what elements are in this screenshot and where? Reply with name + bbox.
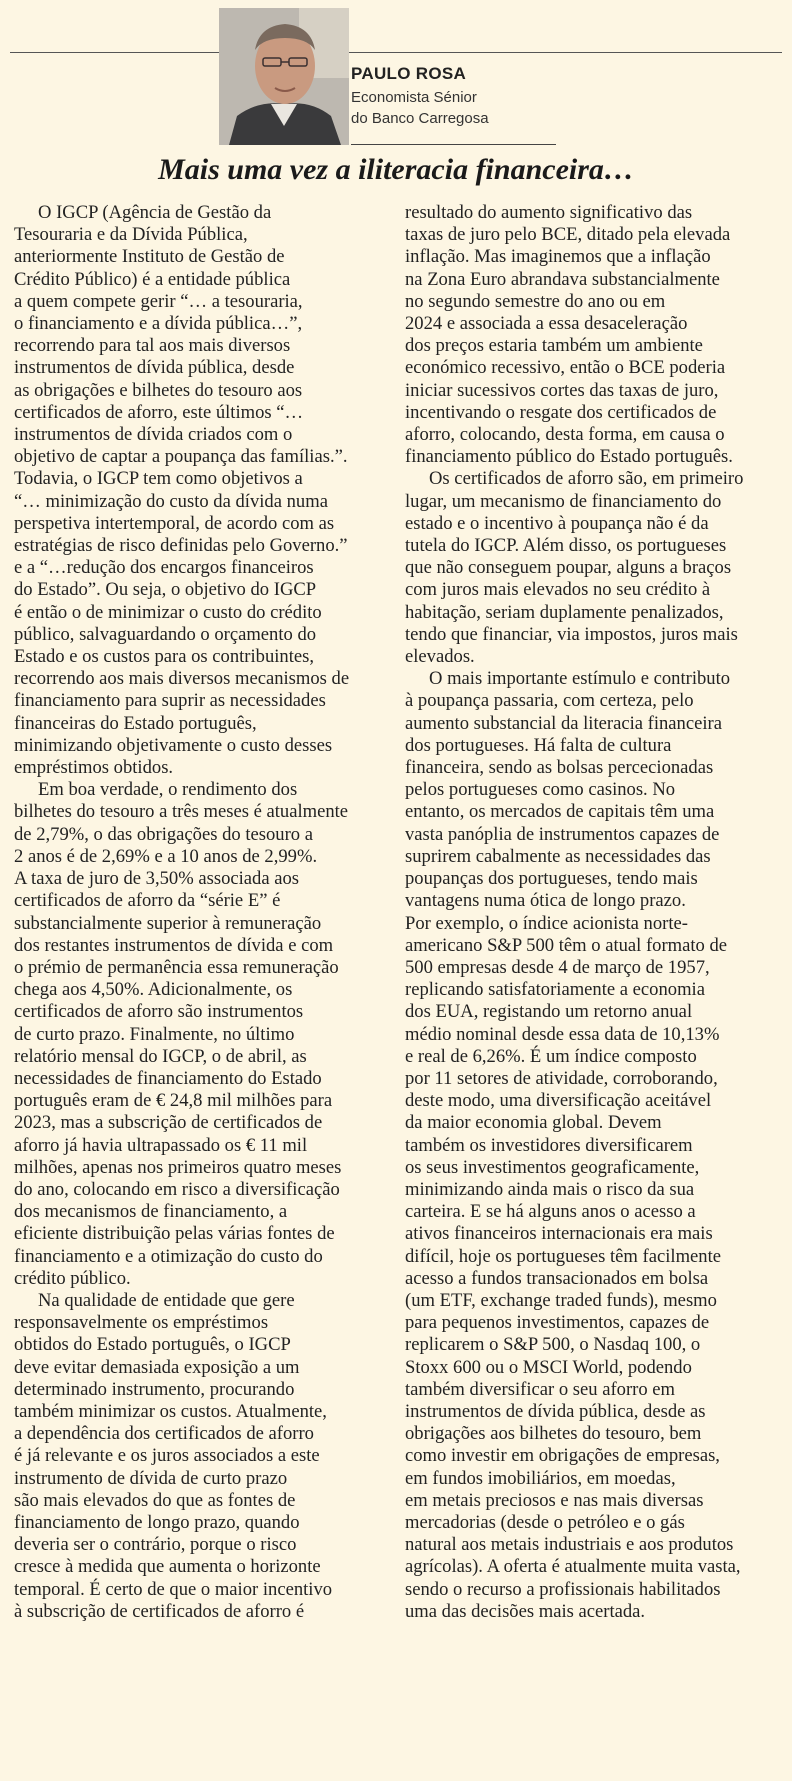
author-block xyxy=(351,64,489,129)
paragraph: O IGCP (Agência de Gestão da Tesouraria e da Dívida Pública, anteriormente Instituto de Gestão de Crédito Público) é a entidade pública a quem compete gerir “… a tesouraria, o financiamento e a dívida pública…”, recorrendo para tal aos mais diversos instrumentos de dívida pública, desde as obrigações e bilhetes do tesouro aos certificados de aforro, este últimos “… instrumentos de dívida criados com o objetivo de captar a poupança das famílias.”. Todavia, o IGCP tem como objetivos a “… minimização do custo da dívida numa perspetiva intertemporal, de acordo com as estratégias de risco definidas pelo Governo.” e a “…redução dos encargos financeiros do Estado”. Ou seja, o objetivo do IGCP é então o de minimizar o custo do crédito público, salvaguardando o orçamento do Estado e os custos para os contribuintes, recorrendo aos mais diversos mecanismos de financiamento para suprir as necessidades financeiras do Estado português, minimizando objetivamente o custo desses empréstimos obtidos. xyxy=(14,202,350,779)
paragraph: resultado do aumento significativo das taxas de juro pelo BCE, ditado pela elevada inflação. Mas imaginemos que a inflação na Zona Euro abrandava substancialmente no segundo semestre do ano ou em 2024 e associada a essa desaceleração dos preços estaria também um ambiente económico recessivo, então o BCE poderia iniciar sucessivos cortes das taxas de juro, incentivando o resgate dos certificados de aforro, colocando, desta forma, em causa o financiamento público do Estado português. xyxy=(405,202,733,468)
paragraph: Na qualidade de entidade que gere responsavelmente os empréstimos obtidos do Estado português, o IGCP deve evitar demasiada exposição a um determinado instrumento, procurando também minimizar os custos. Atualmente, a dependência dos certificados de aforro é já relevante e os juros associados a este instrumento de dívida de curto prazo são mais elevados do que as fontes de financiamento de longo prazo, quando deveria ser o contrário, porque o risco cresce à medida que aumenta o horizonte temporal. É certo de que o maior incentivo à subscrição de certificados de aforro é xyxy=(14,1289,333,1622)
right-column xyxy=(405,202,780,1623)
author-rule xyxy=(351,144,556,145)
left-column xyxy=(14,202,389,1623)
paragraph: Por exemplo, o índice acionista norte- americano S&P 500 têm o atual formato de 500 empresas desde 4 de março de 1957, replicando satisfatoriamente a economia dos EUA, registando um retorno anual médio nominal desde essa data de 10,13% e real de 6,26%. É um índice composto por 11 setores de atividade, corroborando, deste modo, uma diversificação aceitável da maior economia global. Devem também os investidores diversificarem os seus investimentos geograficamente, minimizando ainda mais o risco da sua carteira. E se há alguns anos o acesso a ativos financeiros internacionais era mais difícil, hoje os portugueses têm facilmente acesso a fundos transacionados em bolsa (um ETF, exchange traded funds), mesmo para pequenos investimentos, capazes de replicarem o S&P 500, o Nasdaq 100, o Stoxx 600 ou o MSCI World, podendo também diversificar o seu aforro em instrumentos de dívida pública, desde as obrigações aos bilhetes do tesouro, bem como investir em obrigações de empresas, em fundos imobiliários, em moedas, em metais preciosos e nas mais diversas mercadorias (desde o petróleo e o gás natural aos metais industriais e aos produtos agrícolas). A oferta é atualmente muita vasta, sendo o recurso a profissionais habilitados uma das decisões mais acertada. xyxy=(405,912,741,1622)
header-rule xyxy=(10,52,782,53)
paragraph: Os certificados de aforro são, em primeiro lugar, um mecanismo de financiamento do estado e o incentivo à poupança não é da tutela do IGCP. Além disso, os portugueses que não conseguem poupar, alguns a braços com juros mais elevados no seu crédito à habitação, seriam duplamente penalizados, tendo que financiar, via impostos, juros mais elevados. xyxy=(405,468,744,668)
paragraph: O mais importante estímulo e contributo à poupança passaria, com certeza, pelo aumento substancial da literacia financeira dos portugueses. Há falta de cultura financeira, sendo as bolsas percecionadas pelos portugueses como casinos. No entanto, os mercados de capitais têm uma vasta panóplia de instrumentos capazes de suprirem cabalmente as necessidades das poupanças dos portugueses, tendo mais vantagens numa ótica de longo prazo. xyxy=(405,668,731,912)
author-role xyxy=(351,87,489,129)
author-photo xyxy=(219,8,349,145)
paragraph: Em boa verdade, o rendimento dos bilhetes do tesouro a três meses é atualmente de 2,79%, o das obrigações do tesouro a 2 anos é de 2,69% e a 10 anos de 2,99%. A taxa de juro de 3,50% associada aos certificados de aforro da “série E” é substancialmente superior à remuneração dos restantes instrumentos de dívida e com o prémio de permanência essa remuneração chega aos 4,50%. Adicionalmente, os certificados de aforro são instrumentos de curto prazo. Finalmente, no último relatório mensal do IGCP, o de abril, as necessidades de financiamento do Estado português eram de € 24,8 mil milhões para 2023, mas a subscrição de certificados de aforro já havia ultrapassado os € 11 mil milhões, apenas nos primeiros quatro meses do ano, colocando em risco a diversificação dos mecanismos de financiamento, a eficiente distribuição pelas várias fontes de financiamento e a otimização do custo do crédito público. xyxy=(14,779,349,1289)
author-role-line: Economista Sénior xyxy=(351,89,477,106)
author-name: PAULO ROSA xyxy=(351,64,467,83)
article-title: Mais uma vez a iliteracia financeira… xyxy=(158,153,634,186)
author-role-line: do Banco Carregosa xyxy=(351,110,489,127)
